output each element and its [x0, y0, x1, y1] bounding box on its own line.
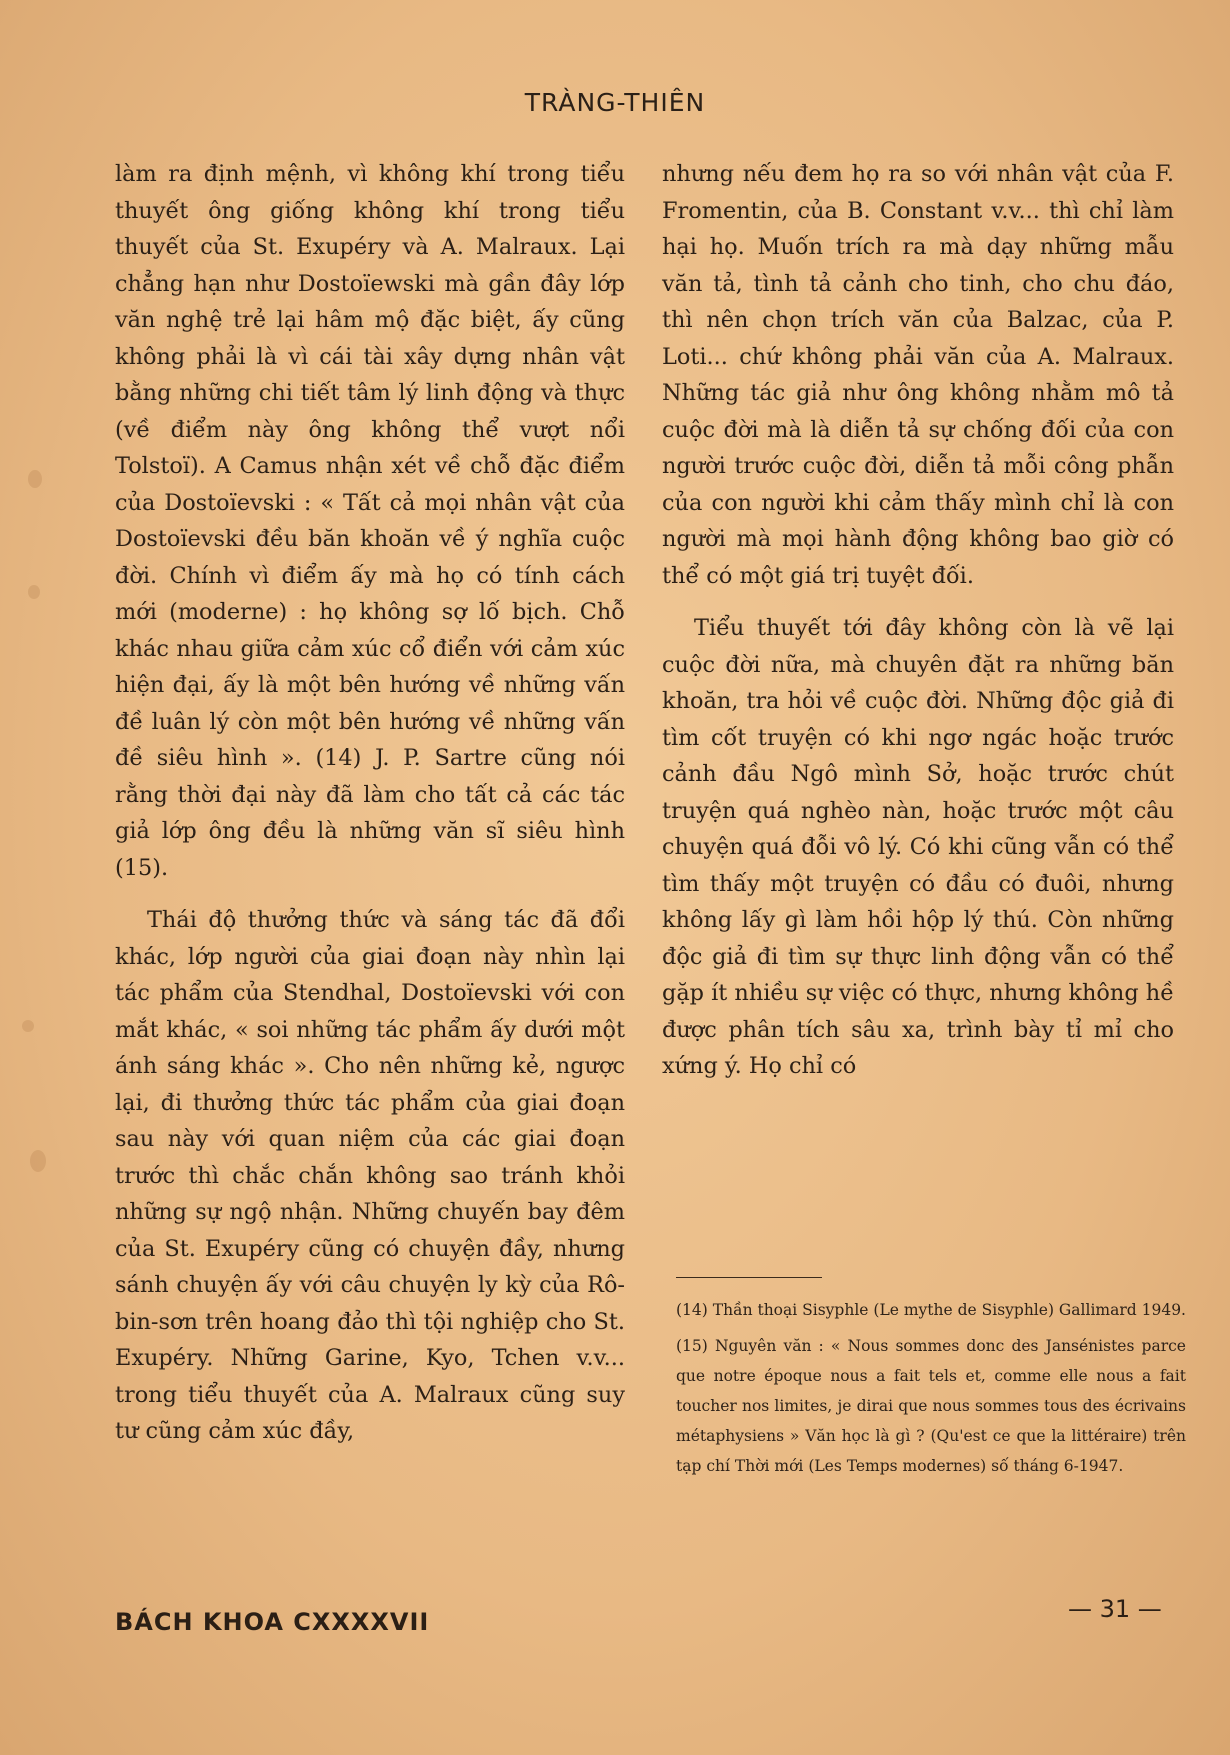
- page-number: — 31 —: [1068, 1595, 1162, 1623]
- footnote-15: (15) Nguyên văn : « Nous sommes donc des Jansénistes parce que notre époque nous a fait tels et, comme elle nous a fait toucher nos limites, je dirai que nous sommes tous des écrivains métaphysiens » Văn học là gì ? (Qu'est ce que la littéraire) trên tạp chí Thời mới (Les Temps modernes) số tháng 6-1947.: [676, 1337, 1186, 1475]
- paragraph: làm ra định mệnh, vì không khí trong tiểu thuyết ông giống không khí trong tiểu thuyết của St. Exupéry và A. Malraux. Lại chẳng hạn như Dostoïewski mà gần đây lớp văn nghệ trẻ lại hâm mộ đặc biệt, ấy cũng không phải là vì cái tài xây dựng nhân vật bằng những chi tiết tâm lý linh động và thực (về điểm này ông không thể vượt nổi Tolstoï). A Camus nhận xét về chỗ đặc điểm của Dostoïevski : « Tất cả mọi nhân vật của Dostoïevski đều băn khoăn về ý nghĩa cuộc đời. Chính vì điểm ấy mà họ có tính cách mới (moderne) : họ không sợ lố bịch. Chỗ khác nhau giữa cảm xúc cổ điển với cảm xúc hiện đại, ấy là một bên hướng về những vấn đề luân lý còn một bên hướng về những vấn đề siêu hình ». (14) J. P. Sartre cũng nói rằng thời đại này đã làm cho tất cả các tác giả lớp ông đều là những văn sĩ siêu hình (15).: [115, 161, 625, 881]
- paper-stain: [30, 1150, 46, 1172]
- paragraph: Thái độ thưởng thức và sáng tác đã đổi khác, lớp người của giai đoạn này nhìn lại tác phẩm của Stendhal, Dostoïevski với con mắt khác, « soi những tác phẩm ấy dưới một ánh sáng khác ». Cho nên những kẻ, ngược lại, đi thưởng thức tác phẩm của giai đoạn sau này với quan niệm của các giai đoạn trước thì chắc chắn không sao tránh khỏi những sự ngộ nhận. Những chuyến bay đêm của St. Exupéry cũng có chuyện đầy, nhưng sánh chuyện ấy với câu chuyện ly kỳ của Rô-bin-sơn trên hoang đảo thì tội nghiệp cho St. Exupéry. Những Garine, Kyo, Tchen v.v... trong tiểu thuyết của A. Malraux cũng suy tư cũng cảm xúc đầy,: [115, 907, 625, 1444]
- footnote-14: (14) Thần thoại Sisyphle (Le mythe de Sisyphle) Gallimard 1949.: [676, 1301, 1186, 1319]
- left-column: [115, 156, 625, 1450]
- paragraph: nhưng nếu đem họ ra so với nhân vật của F. Fromentin, của B. Constant v.v... thì chỉ làm hại họ. Muốn trích ra mà dạy những mẫu văn tả, tình tả cảnh cho tinh, cho chu đáo, thì nên chọn trích văn của Balzac, của P. Loti... chứ không phải văn của A. Malraux. Những tác giả như ông không nhằm mô tả cuộc đời mà là diễn tả sự chống đối của con người trước cuộc đời, diễn tả mỗi công phẫn của con người khi cảm thấy mình chỉ là con người mà mọi hành động không bao giờ có thể có một giá trị tuyệt đối.: [662, 161, 1174, 589]
- footnotes: [676, 1295, 1186, 1481]
- right-column: [662, 156, 1174, 1085]
- publication-footer: BÁCH KHOA CXXXXVII: [115, 1608, 430, 1636]
- running-header: TRÀNG-THIÊN: [524, 88, 706, 117]
- paper-stain: [28, 470, 42, 488]
- paragraph: Tiểu thuyết tới đây không còn là vẽ lại cuộc đời nữa, mà chuyên đặt ra những băn khoăn, tra hỏi về cuộc đời. Những độc giả đi tìm cốt truyện có khi ngơ ngác hoặc trước cảnh đầu Ngô mình Sở, hoặc trước chút truyện quá nghèo nàn, hoặc trước một câu chuyện quá đỗi vô lý. Có khi cũng vẫn có thể tìm thấy một truyện có đầu có đuôi, nhưng không lấy gì làm hồi hộp lý thú. Còn những độc giả đi tìm sự thực linh động vẫn có thể gặp ít nhiều sự việc có thực, nhưng không hề được phân tích sâu xa, trình bày tỉ mỉ cho xứng ý. Họ chỉ có: [662, 615, 1174, 1079]
- paper-stain: [28, 585, 40, 599]
- paper-stain: [22, 1020, 34, 1032]
- footnote-divider: [676, 1277, 822, 1278]
